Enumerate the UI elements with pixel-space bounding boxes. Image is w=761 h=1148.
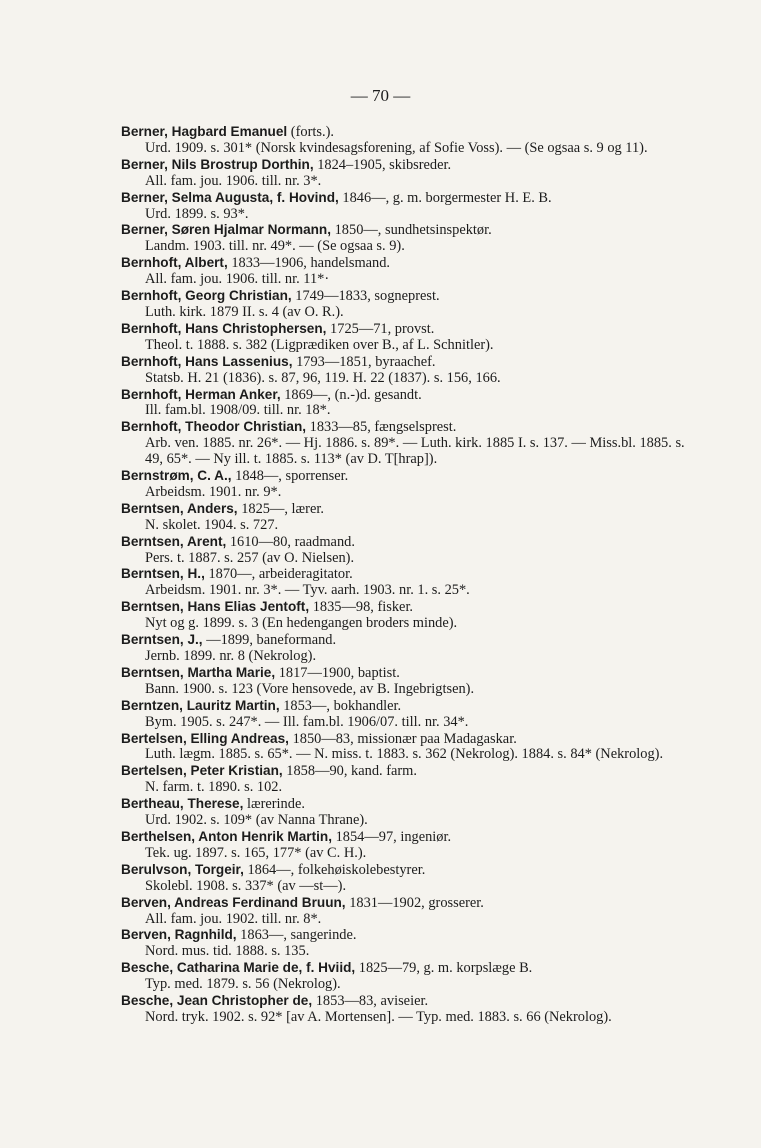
entry-description: lærerinde. bbox=[243, 796, 305, 813]
entry bbox=[121, 255, 697, 288]
entry-name: Berntzen, Lauritz Martin, bbox=[121, 697, 280, 713]
entry-description: 1817—1900, baptist. bbox=[275, 664, 400, 681]
entry-references: All. fam. jou. 1902. till. nr. 8*. bbox=[145, 910, 322, 927]
entry bbox=[121, 288, 697, 321]
entry-description: 1835—98, fisker. bbox=[309, 599, 414, 616]
entry-references: Nord. tryk. 1902. s. 92* [av A. Mortensen]. — Typ. med. 1883. s. 66 (Nekrolog). bbox=[145, 1008, 612, 1025]
entry-references: Urd. 1899. s. 93*. bbox=[145, 205, 249, 222]
entry-description: 1749—1833, sogneprest. bbox=[291, 288, 440, 305]
entry-references: Nord. mus. tid. 1888. s. 135. bbox=[145, 943, 310, 960]
entry-name: Berven, Ragnhild, bbox=[121, 927, 237, 943]
entry bbox=[121, 534, 697, 567]
entry-references: Skolebl. 1908. s. 337* (av —st—). bbox=[145, 877, 347, 894]
entry-name: Bertheau, Therese, bbox=[121, 796, 244, 812]
entry bbox=[121, 354, 697, 387]
entry-description: 1793—1851, byraachef. bbox=[292, 353, 436, 370]
entry bbox=[121, 829, 697, 862]
entry-description: 1858—90, kand. farm. bbox=[282, 763, 417, 780]
entry-references: Urd. 1902. s. 109* (av Nanna Thrane). bbox=[145, 812, 368, 829]
entry-heading bbox=[121, 632, 697, 649]
entry-heading bbox=[121, 599, 697, 616]
entry-heading bbox=[121, 731, 697, 748]
entry bbox=[121, 190, 697, 223]
entry-description: 1864—, folkehøiskolebestyrer. bbox=[243, 861, 426, 878]
entry-references: Arbeidsm. 1901. nr. 9*. bbox=[145, 483, 282, 500]
entry-name: Bertelsen, Elling Andreas, bbox=[121, 730, 289, 746]
entry-references: Landm. 1903. till. nr. 49*. — (Se ogsaa s. 9). bbox=[145, 238, 405, 255]
entry-list bbox=[121, 124, 697, 1026]
entry bbox=[121, 419, 697, 468]
entry-heading bbox=[121, 288, 697, 305]
entry bbox=[121, 698, 697, 731]
entry-heading bbox=[121, 468, 697, 485]
entry-description: 1725—71, provst. bbox=[326, 320, 435, 337]
entry bbox=[121, 960, 697, 993]
entry bbox=[121, 763, 697, 796]
entry-heading bbox=[121, 534, 697, 551]
entry-name: Bernhoft, Albert, bbox=[121, 255, 228, 271]
entry-heading bbox=[121, 895, 697, 912]
entry bbox=[121, 468, 697, 501]
entry-name: Berner, Hagbard Emanuel bbox=[121, 124, 288, 139]
entry bbox=[121, 665, 697, 698]
entry-name: Berntsen, H., bbox=[121, 566, 205, 582]
entry-heading bbox=[121, 354, 697, 371]
entry-references: Arbeidsm. 1901. nr. 3*. — Tyv. aarh. 1903. nr. 1. s. 25*. bbox=[145, 582, 470, 599]
entry-description: 1848—, sporrenser. bbox=[231, 468, 349, 485]
entry-description: 1610—80, raadmand. bbox=[226, 533, 355, 550]
entry-description: 1863—, sangerinde. bbox=[236, 927, 357, 944]
entry-name: Bernhoft, Georg Christian, bbox=[121, 288, 292, 304]
entry-references: All. fam. jou. 1906. till. nr. 11*· bbox=[145, 271, 330, 288]
entry-name: Bernhoft, Hans Lassenius, bbox=[121, 353, 293, 369]
entry-references: Ill. fam.bl. 1908/09. till. nr. 18*. bbox=[145, 402, 331, 419]
entry-description: 1854—97, ingeniør. bbox=[331, 828, 452, 845]
entry-heading bbox=[121, 698, 697, 715]
entry-description: 1825—, lærer. bbox=[237, 500, 324, 517]
entry bbox=[121, 862, 697, 895]
entry bbox=[121, 501, 697, 534]
entry-name: Berntsen, J., bbox=[121, 632, 203, 648]
entry-references: Bann. 1900. s. 123 (Vore hensovede, av B. Ingebrigtsen). bbox=[145, 680, 475, 697]
entry-references: Theol. t. 1888. s. 382 (Ligprædiken over B., af L. Schnitler). bbox=[145, 336, 494, 353]
entry-name: Bernhoft, Theodor Christian, bbox=[121, 419, 307, 435]
entry-description: 1853—, bokhandler. bbox=[279, 697, 402, 714]
entry-references: Nyt og g. 1899. s. 3 (En hedengangen broders minde). bbox=[145, 615, 458, 632]
entry-heading bbox=[121, 862, 697, 879]
entry bbox=[121, 387, 697, 420]
entry-description: 1850—83, missionær paa Madagaskar. bbox=[288, 730, 517, 747]
entry-heading bbox=[121, 960, 697, 977]
entry bbox=[121, 927, 697, 960]
entry-heading bbox=[121, 829, 697, 846]
entry-description: —1899, baneformand. bbox=[202, 632, 337, 649]
entry-name: Berner, Selma Augusta, f. Hovind, bbox=[121, 189, 339, 205]
entry-name: Berntsen, Arent, bbox=[121, 533, 227, 549]
entry-references: Arb. ven. 1885. nr. 26*. — Hj. 1886. s. 89*. — Luth. kirk. 1885 I. s. 137. — Miss.bl. 1885. s. 49, 65*. — Ny ill. t. 1885. s. 113* (av D. T[hrap]). bbox=[145, 435, 685, 468]
entry-name: Berner, Nils Brostrup Dorthin, bbox=[121, 156, 314, 172]
entry-description: 1853—83, aviseier. bbox=[312, 993, 429, 1010]
entry-references: Luth. lægm. 1885. s. 65*. — N. miss. t. 1883. s. 362 (Nekrolog). 1884. s. 84* (Nekrolog). bbox=[145, 746, 664, 763]
entry-heading bbox=[121, 501, 697, 518]
entry bbox=[121, 222, 697, 255]
entry-name: Berthelsen, Anton Henrik Martin, bbox=[121, 828, 332, 844]
entry-name: Berner, Søren Hjalmar Normann, bbox=[121, 222, 332, 238]
entry-heading bbox=[121, 927, 697, 944]
entry-name: Berntsen, Hans Elias Jentoft, bbox=[121, 599, 310, 615]
entry-heading bbox=[121, 255, 697, 272]
entry-name: Berulvson, Torgeir, bbox=[121, 861, 244, 877]
entry bbox=[121, 599, 697, 632]
entry-name: Bertelsen, Peter Kristian, bbox=[121, 763, 283, 779]
entry-references: N. skolet. 1904. s. 727. bbox=[145, 516, 279, 533]
entry-references: Statsb. H. 21 (1836). s. 87, 96, 119. H. 22 (1837). s. 156, 166. bbox=[145, 369, 501, 386]
entry-name: Berven, Andreas Ferdinand Bruun, bbox=[121, 894, 346, 910]
entry-name: Bernhoft, Hans Christophersen, bbox=[121, 320, 327, 336]
entry-description: 1869—, (n.-)d. gesandt. bbox=[280, 386, 422, 403]
entry-name: Berntsen, Martha Marie, bbox=[121, 664, 276, 680]
entry-heading bbox=[121, 419, 697, 436]
entry bbox=[121, 566, 697, 599]
entry-references: Bym. 1905. s. 247*. — Ill. fam.bl. 1906/07. till. nr. 34*. bbox=[145, 713, 469, 730]
entry bbox=[121, 157, 697, 190]
entry-heading bbox=[121, 321, 697, 338]
entry-description: 1870—, arbeideragitator. bbox=[204, 566, 353, 583]
entry-heading bbox=[121, 566, 697, 583]
entry-name: Besche, Catharina Marie de, f. Hviid, bbox=[121, 960, 356, 976]
page-number: — 70 — bbox=[350, 86, 411, 105]
entry-references: N. farm. t. 1890. s. 102. bbox=[145, 779, 283, 796]
entry-description: 1825—79, g. m. korpslæge B. bbox=[355, 960, 533, 977]
entry-heading bbox=[121, 222, 697, 239]
entry-heading bbox=[121, 190, 697, 207]
entry-name: Berntsen, Anders, bbox=[121, 500, 238, 516]
entry-description: 1831—1902, grosserer. bbox=[345, 894, 484, 911]
entry-description: 1850—, sundhetsinspektør. bbox=[331, 222, 492, 239]
entry-heading bbox=[121, 796, 697, 813]
entry bbox=[121, 993, 697, 1026]
entry-heading bbox=[121, 993, 697, 1010]
entry-references: Pers. t. 1887. s. 257 (av O. Nielsen). bbox=[145, 549, 355, 566]
entry bbox=[121, 731, 697, 764]
entry bbox=[121, 796, 697, 829]
entry-description: 1846—, g. m. borgermester H. E. B. bbox=[338, 189, 552, 206]
entry-heading bbox=[121, 157, 697, 174]
entry-heading bbox=[121, 665, 697, 682]
entry-references: Luth. kirk. 1879 II. s. 4 (av O. R.). bbox=[145, 303, 344, 320]
entry-description: 1833—85, fængselsprest. bbox=[306, 419, 457, 436]
entry-references: All. fam. jou. 1906. till. nr. 3*. bbox=[145, 172, 322, 189]
entry-description: 1833—1906, handelsmand. bbox=[227, 255, 391, 272]
entry-description: 1824–1905, skibsreder. bbox=[313, 156, 452, 173]
entry-name: Besche, Jean Christopher de, bbox=[121, 993, 313, 1009]
entry-description: (forts.). bbox=[287, 124, 334, 140]
entry-heading bbox=[121, 387, 697, 404]
entry-heading bbox=[121, 124, 697, 141]
entry bbox=[121, 895, 697, 928]
entry bbox=[121, 321, 697, 354]
entry-references: Typ. med. 1879. s. 56 (Nekrolog). bbox=[145, 976, 341, 993]
entry-name: Bernhoft, Herman Anker, bbox=[121, 386, 281, 402]
entry-references: Tek. ug. 1897. s. 165, 177* (av C. H.). bbox=[145, 844, 367, 861]
entry bbox=[121, 632, 697, 665]
entry bbox=[121, 124, 697, 157]
entry-references: Jernb. 1899. nr. 8 (Nekrolog). bbox=[145, 648, 317, 664]
entry-references: Urd. 1909. s. 301* (Norsk kvindesagsforening, af Sofie Voss). — (Se ogsaa s. 9 og 11). bbox=[145, 139, 648, 156]
entry-heading bbox=[121, 763, 697, 780]
entry-name: Bernstrøm, C. A., bbox=[121, 468, 232, 484]
